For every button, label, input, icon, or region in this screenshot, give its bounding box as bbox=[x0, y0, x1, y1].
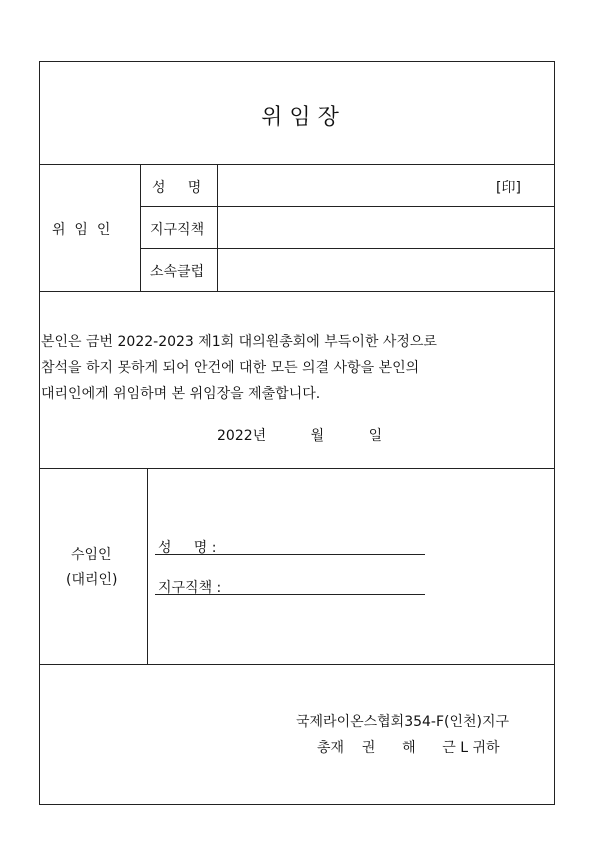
statement-line-3: 대리인에게 위임하며 본 위임장을 제출합니다. bbox=[41, 386, 321, 402]
divider-proxy-label bbox=[147, 468, 148, 664]
page-title: 위 임 장 bbox=[261, 105, 339, 130]
proxy-name-label: 성 명 : bbox=[158, 540, 217, 556]
divider-field-label bbox=[217, 164, 218, 291]
addressee-recipient: 총재 권 해 근 L 귀하 bbox=[317, 740, 500, 756]
proxy-name-underline[interactable] bbox=[155, 554, 425, 555]
proxy-district-title-underline[interactable] bbox=[155, 594, 425, 595]
divider-statement bbox=[39, 468, 555, 469]
addressee-organization: 국제라이온스협회354-F(인천)지구 bbox=[296, 714, 510, 730]
delegator-section-label: 위 임 인 bbox=[52, 222, 111, 238]
divider-name-row bbox=[140, 206, 555, 207]
divider-delegator bbox=[39, 291, 555, 292]
statement-text bbox=[41, 329, 437, 407]
proxy-district-title-label: 지구직책 : bbox=[158, 580, 222, 596]
seal-mark: [印] bbox=[496, 180, 521, 196]
divider-proxy bbox=[39, 664, 555, 665]
proxy-section-sublabel: (대리인) bbox=[66, 572, 118, 588]
statement-date: 2022년 월 일 bbox=[217, 428, 383, 444]
delegator-name-field[interactable] bbox=[226, 175, 536, 197]
divider-title bbox=[39, 164, 555, 165]
statement-line-2: 참석을 하지 못하게 되어 안건에 대한 모든 의결 사항을 본인의 bbox=[41, 360, 420, 376]
delegator-name-label: 성 명 bbox=[152, 180, 202, 196]
delegator-club-field[interactable] bbox=[226, 259, 546, 281]
delegator-district-title-label: 지구직책 bbox=[150, 222, 205, 238]
divider-title-row bbox=[140, 248, 555, 249]
delegator-district-title-field[interactable] bbox=[226, 217, 546, 239]
divider-delegator-label bbox=[140, 164, 141, 291]
delegator-club-label: 소속클럽 bbox=[150, 264, 205, 280]
statement-line-1: 본인은 금번 2022-2023 제1회 대의원총회에 부득이한 사정으로 bbox=[41, 334, 437, 350]
proxy-section-label: 수임인 bbox=[71, 547, 112, 563]
